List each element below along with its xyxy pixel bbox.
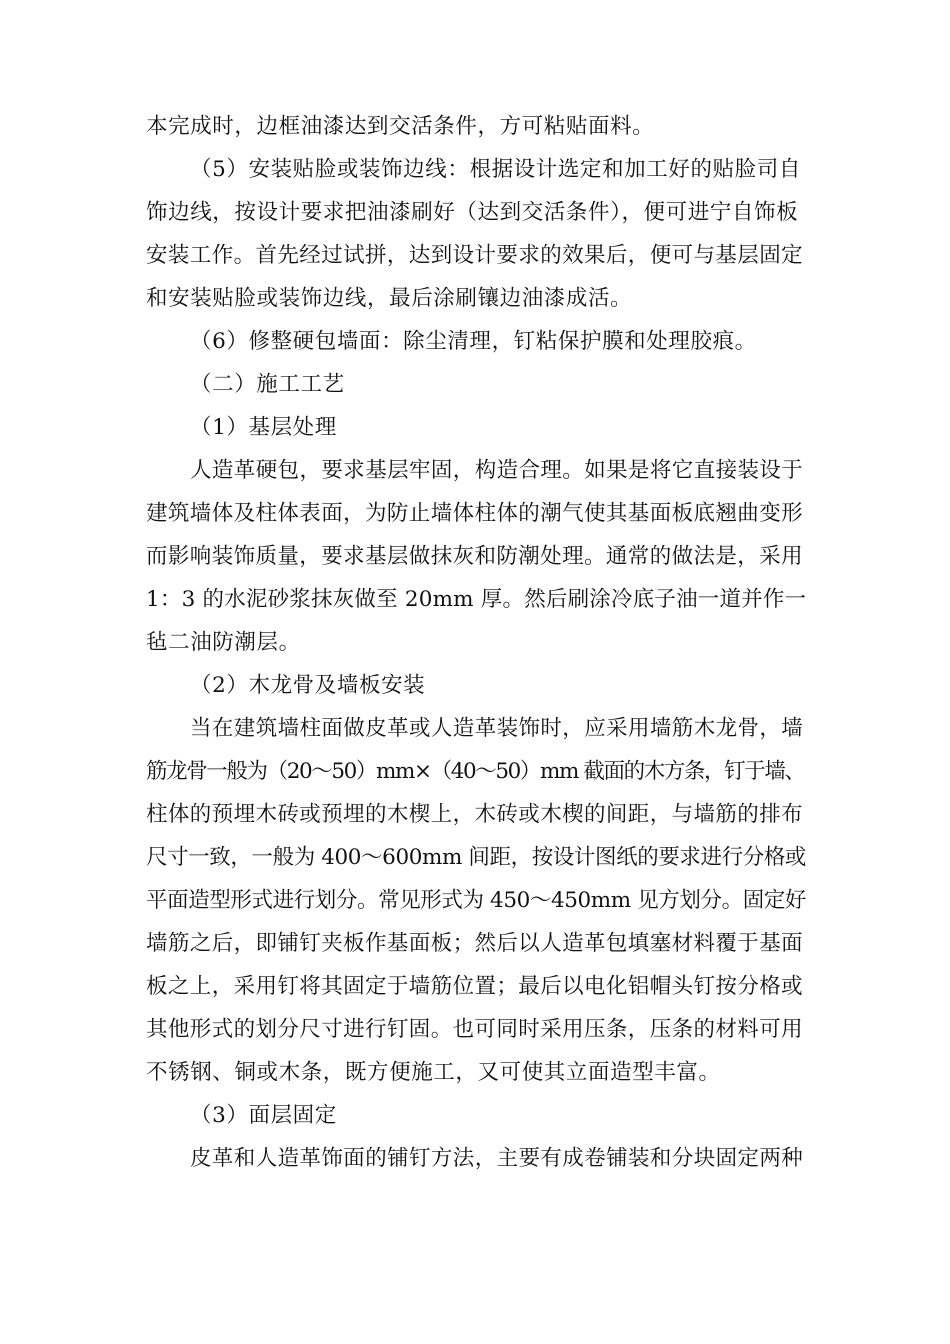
text-line: 安装工作。首先经过试拼，达到设计要求的效果后，便可与基层固定 <box>146 243 804 268</box>
text-line: 1：3 的水泥砂浆抹灰做至 20mm 厚。然后刷涂冷底子油一道并作一 <box>146 587 807 612</box>
text-line: 柱体的预埋木砖或预埋的木楔上，木砖或木楔的间距，与墙筋的排布 <box>146 802 804 827</box>
text-line: 皮革和人造革饰面的铺钉方法，主要有成卷铺装和分块固定两种 <box>190 1146 804 1171</box>
text-line: 墙筋之后，即铺钉夹板作基面板；然后以人造革包填塞材料覆于基面 <box>146 931 804 956</box>
section-heading: （二）施工工艺 <box>190 372 345 397</box>
text-line: 筋龙骨一般为（20～50）mm×（40～50）mm 截面的木方条，钉于墙、 <box>146 759 805 784</box>
text-line: （5）安装贴脸或装饰边线：根据设计选定和加工好的贴脸司自 <box>190 157 801 182</box>
subsection-heading: （3）面层固定 <box>190 1103 337 1128</box>
text-line: 而影响装饰质量，要求基层做抹灰和防潮处理。通常的做法是，采用 <box>146 544 804 569</box>
text-line: 和安装贴脸或装饰边线，最后涂刷镶边油漆成活。 <box>146 286 633 311</box>
text-line: 建筑墙体及柱体表面，为防止墙体柱体的潮气使其基面板底翘曲变形 <box>146 501 804 526</box>
subsection-heading: （2）木龙骨及墙板安装 <box>190 673 426 698</box>
text-line: 其他形式的划分尺寸进行钉固。也可同时采用压条，压条的材料可用 <box>146 1017 804 1042</box>
text-line: 不锈钢、铜或木条，既方便施工，又可使其立面造型丰富。 <box>146 1060 721 1085</box>
text-line: 毡二油防潮层。 <box>146 630 301 655</box>
text-line: 平面造型形式进行划分。常见形式为 450～450mm 见方划分。固定好 <box>146 888 807 913</box>
text-line: 板之上，采用钉将其固定于墙筋位置；最后以电化铝帽头钉按分格或 <box>146 974 804 999</box>
text-line: 当在建筑墙柱面做皮革或人造革装饰时，应采用墙筋木龙骨，墙 <box>190 716 804 741</box>
text-line: 饰边线，按设计要求把油漆刷好（达到交活条件），便可进宁自饰板 <box>146 200 799 225</box>
text-line: 本完成时，边框油漆达到交活条件，方可粘贴面料。 <box>146 114 655 139</box>
text-line: （6）修整硬包墙面：除尘清理，钉粘保护膜和处理胶痕。 <box>190 329 757 354</box>
text-line: 人造革硬包，要求基层牢固，构造合理。如果是将它直接装设于 <box>190 458 804 483</box>
subsection-heading: （1）基层处理 <box>190 415 337 440</box>
text-line: 尺寸一致，一般为 400～600mm 间距，按设计图纸的要求进行分格或 <box>146 845 807 870</box>
